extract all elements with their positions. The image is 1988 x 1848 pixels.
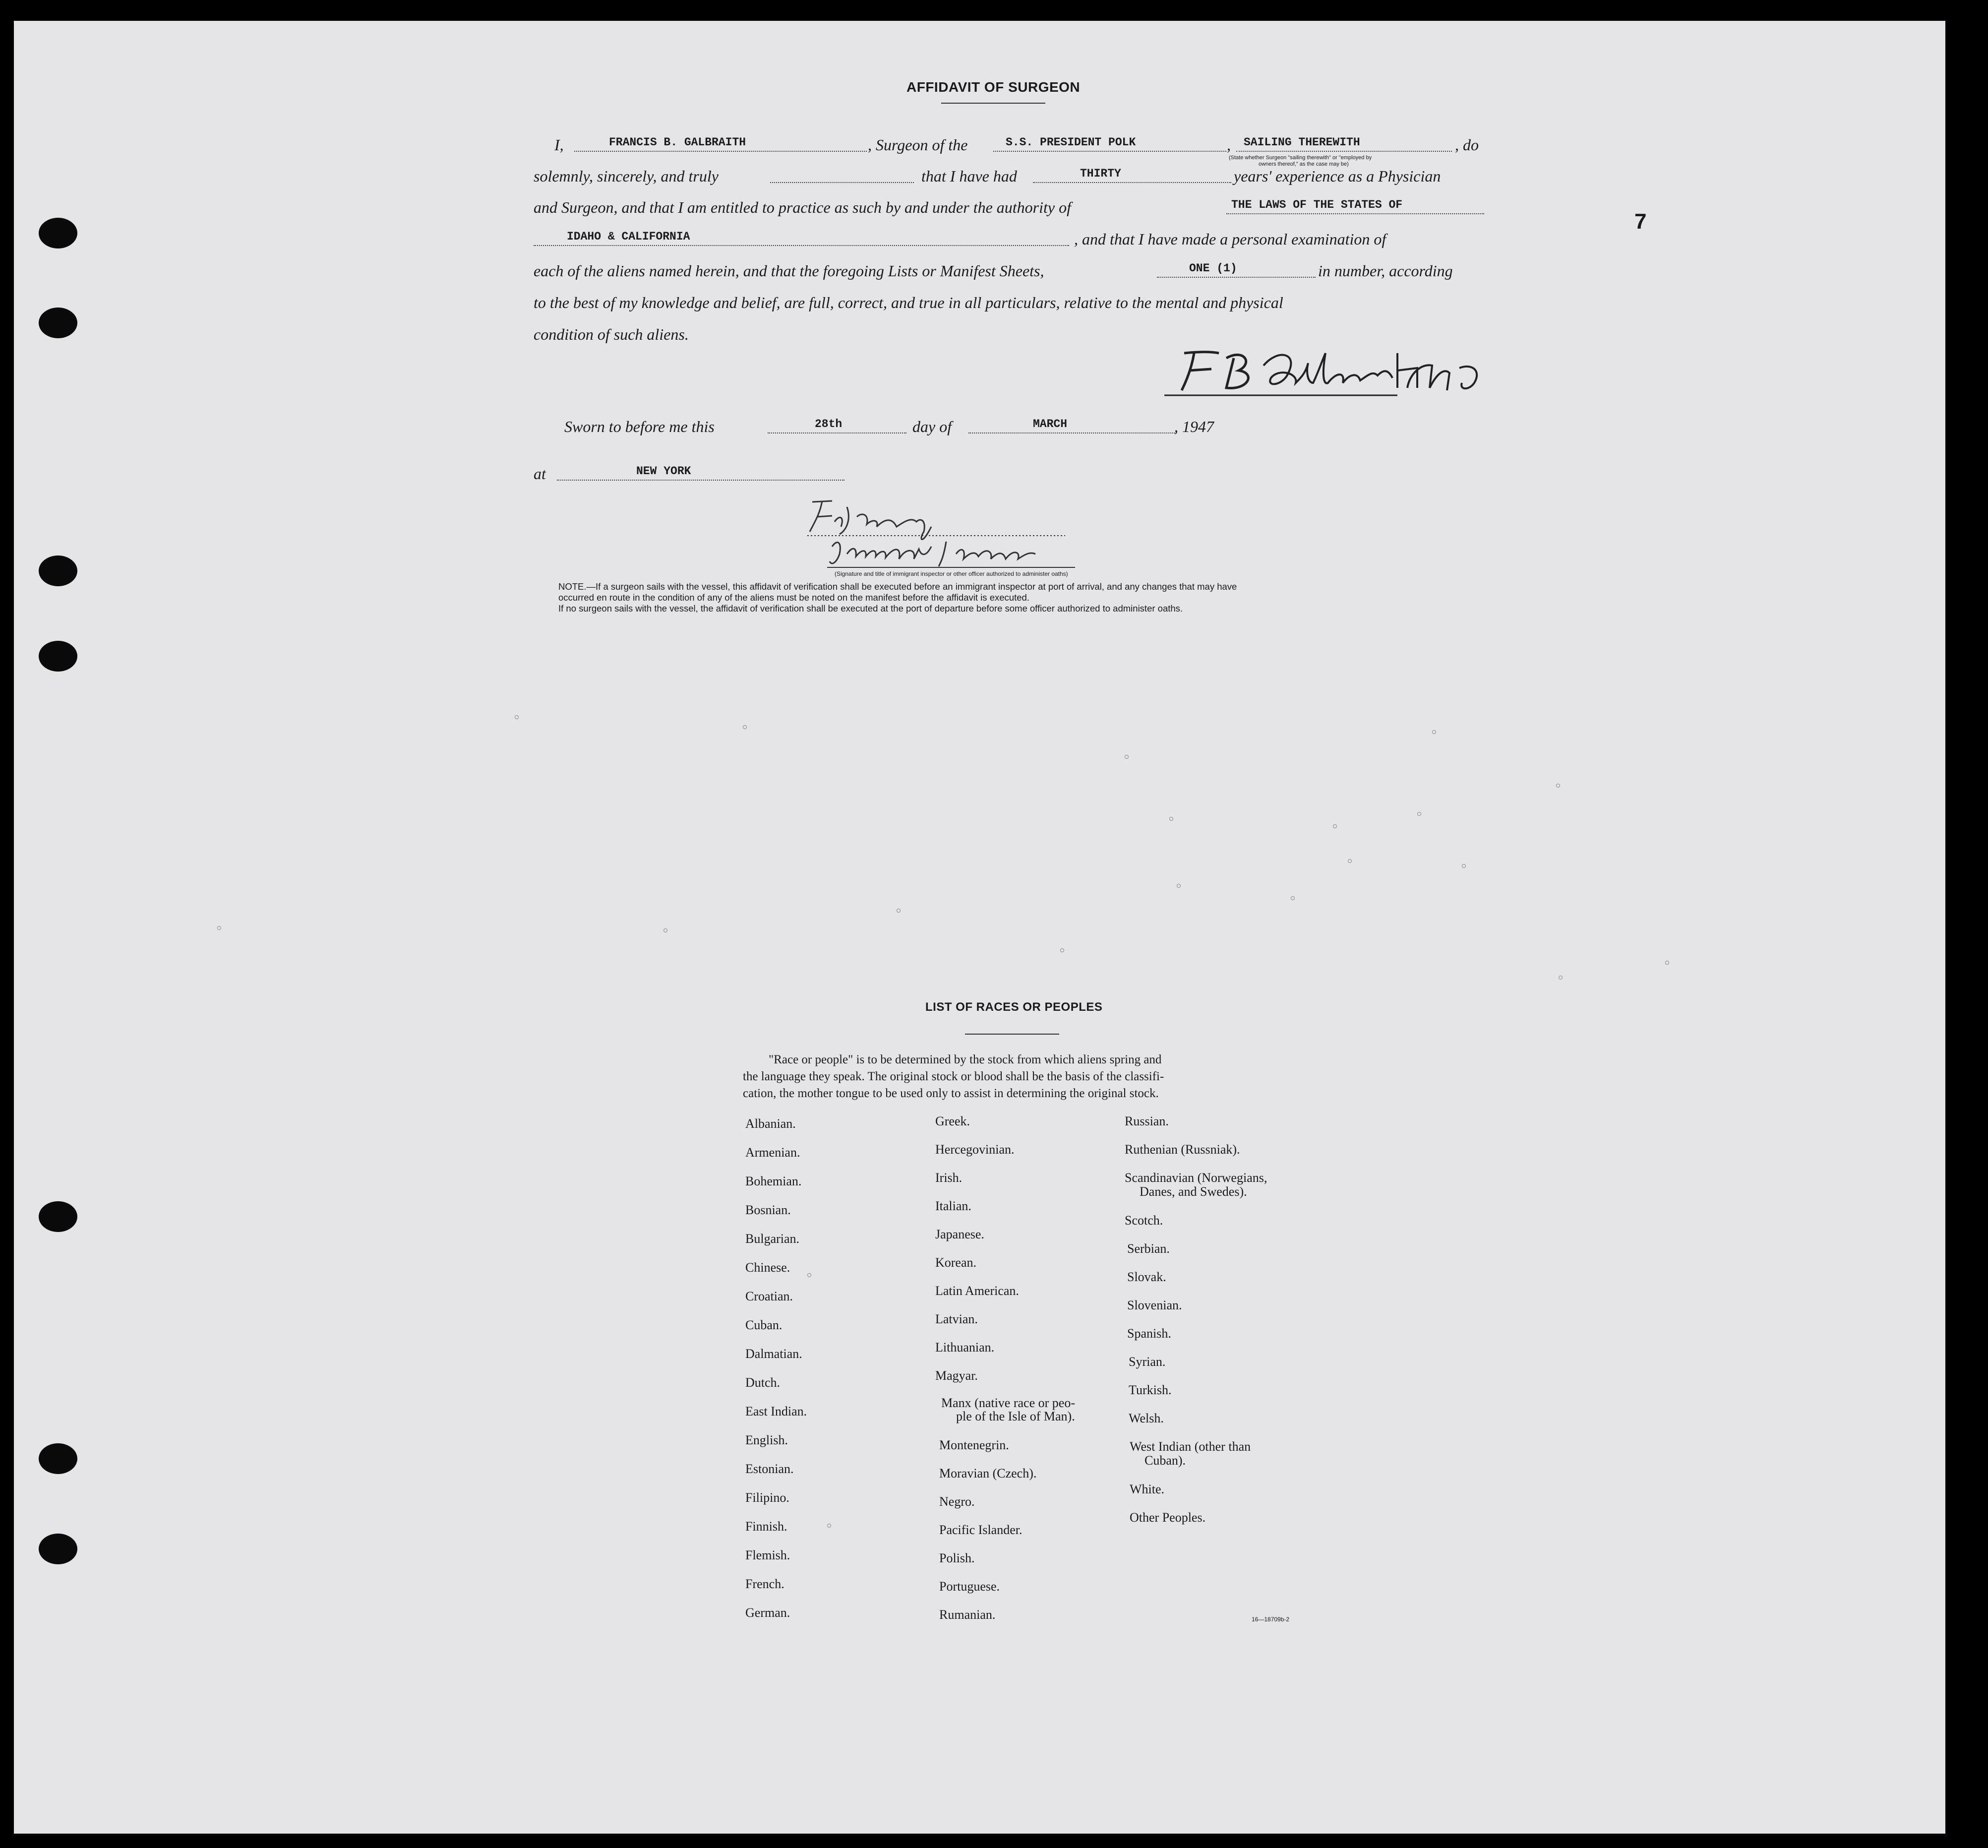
race-item: Dutch.	[745, 1375, 781, 1390]
text-at: at	[534, 465, 546, 483]
race-item: Serbian.	[1127, 1241, 1170, 1256]
race-item: Armenian.	[745, 1145, 800, 1160]
race-item: Croatian.	[745, 1289, 793, 1303]
vessel-name: S.S. PRESIDENT POLK	[1006, 136, 1136, 149]
race-item: Manx (native race or peo-	[941, 1396, 1075, 1410]
race-item: West Indian (other than	[1130, 1439, 1251, 1454]
race-item: Korean.	[935, 1255, 977, 1270]
race-item: Finnish.	[745, 1519, 787, 1534]
races-intro-line: cation, the mother tongue to be used only to assist in determining the original stock.	[743, 1087, 1159, 1100]
sailing-status: SAILING THEREWITH	[1244, 136, 1360, 149]
punch-hole	[39, 218, 77, 248]
status-instruction-2: owners thereof," as the case may be)	[1259, 161, 1349, 167]
text-and-surgeon: and Surgeon, and that I am entitled to practice as such by and under the authority of	[534, 198, 1071, 216]
race-item: Chinese.	[745, 1260, 790, 1275]
race-item: Pacific Islander.	[939, 1523, 1023, 1537]
race-item: Spanish.	[1127, 1326, 1171, 1341]
race-item: Irish.	[935, 1170, 963, 1185]
race-item: Latvian.	[935, 1312, 978, 1326]
punch-hole	[39, 1201, 77, 1232]
punch-hole	[39, 1443, 77, 1474]
race-item: Welsh.	[1129, 1411, 1164, 1425]
race-item: Bohemian.	[745, 1174, 802, 1188]
races-title: LIST OF RACES OR PEOPLES	[925, 1000, 1103, 1014]
text-in-number: in number, according	[1318, 262, 1453, 280]
note-line-1: NOTE.—If a surgeon sails with the vessel, this affidavit of verification shall be executed before an immigrant inspector at port of arrival, and any changes that may have	[558, 581, 1237, 592]
race-item: Slovenian.	[1127, 1298, 1182, 1312]
document-page: AFFIDAVIT OF SURGEON 7 I, FRANCIS B. GALBRAITH , Surgeon of the S.S. PRESIDENT POLK , SAILING THEREWITH , do (State whether Surgeon "sailing therewith" or "employed by owners thereof," as the case may be) solemnly, sincerely, and truly that I have had THIRTY years' experience as a Physician and Surgeon, and that I am entitled to practice as such by and under the authority of THE LAWS OF THE STATES OF IDAHO & CALIFORNIA , and that I have made a personal examination of each of the aliens named herein, and that the foregoing Lists or Manifest Sheets, ONE (1) in number, according to the best of my knowledge and belief, are full, correct, and true in all particulars, relative to the mental and physical condition of such aliens. Sworn to before me this 28th day of MARCH , 1947 at NEW YORK (Signature and title of immigrant inspector or other officer authorized to administer oaths) NOTE.—If a surgeon sails with the vessel, this affidavit of verification shall be executed before an immigrant inspector at port of arrival, and any changes that may have occurred en route in the condition of any of the aliens must be noted on the manifest before the affidavit is executed. If no surgeon sails with the vessel, the affidavit of verification shall be executed at the port of departure before some officer authorized to administer oaths. LIST OF RACES OR PEOPLES "Race or people" is to be determined by the stock from which aliens spring and the language they speak. The original stock or blood shall be the basis of the classifi- cation, the mother tongue to be used only to assist in determining the original stock. Albanian. Armenian. Bohemian. Bosnian. Bulgarian. Chinese. Croatian. Cuban. Dalmatian. Dutch. East Indian. English. Estonian. Filipino. Finnish. Flemish. French. German. Greek. Hercegovinian. Irish. Italian. Japanese. Korean. Latin American. Latvian. Lithuanian. Magyar. Manx (native race or peo- ple of the Isle of Man). Montenegrin. Moravian (Czech). Negro. Pacific Islander. Polish. Portuguese. Rumanian. Russian. Ruthenian (Russniak). Scandinavian (Norwegians, Danes, and Swedes). Scotch. Serbian. Slovak. Slovenian. Spanish. Syrian. Turkish. Welsh. West Indian (other than Cuban). White. Other Peoples. 16—18709b-2	[14, 21, 1945, 1834]
race-item-continued: Cuban).	[1145, 1453, 1186, 1468]
races-intro-line: "Race or people" is to be determined by the stock from which aliens spring and	[769, 1053, 1162, 1066]
status-instruction: (State whether Surgeon "sailing therewith" or "employed by	[1229, 155, 1372, 161]
races-title-rule	[965, 1034, 1059, 1035]
race-item: Greek.	[935, 1114, 970, 1128]
text-do: , do	[1455, 136, 1479, 154]
races-intro-line: the language they speak. The original stock or blood shall be the basis of the classifi-	[743, 1070, 1164, 1083]
race-item: East Indian.	[745, 1404, 807, 1418]
race-item: Scotch.	[1125, 1213, 1163, 1228]
title-rule	[941, 103, 1045, 104]
race-item: Polish.	[939, 1551, 975, 1565]
text-surgeon-of: , Surgeon of the	[868, 136, 968, 154]
page-number: 7	[1634, 209, 1647, 234]
text-knowledge: to the best of my knowledge and belief, are full, correct, and true in all particulars, relative to the mental and physical	[534, 294, 1283, 311]
surgeon-signature	[1164, 343, 1511, 403]
race-item: Filipino.	[745, 1490, 789, 1505]
race-item: Cuban.	[745, 1318, 783, 1332]
race-item: White.	[1130, 1482, 1165, 1496]
race-item-continued: ple of the Isle of Man).	[956, 1409, 1075, 1423]
text-condition: condition of such aliens.	[534, 325, 689, 343]
race-item: Russian.	[1125, 1114, 1169, 1128]
race-item: Syrian.	[1129, 1355, 1166, 1369]
race-item: Albanian.	[745, 1116, 796, 1131]
race-item: Portuguese.	[939, 1579, 1000, 1594]
race-item: Italian.	[935, 1199, 971, 1213]
authority-1: THE LAWS OF THE STATES OF	[1231, 198, 1403, 211]
text-each-of-aliens: each of the aliens named herein, and that the foregoing Lists or Manifest Sheets,	[534, 262, 1044, 280]
race-item: Bulgarian.	[745, 1232, 800, 1246]
sworn-year: , 1947	[1174, 418, 1214, 435]
race-item: Rumanian.	[939, 1607, 996, 1622]
text-sworn: Sworn to before me this	[564, 418, 715, 435]
signature-caption: (Signature and title of immigrant inspector or other officer authorized to administer oaths)	[835, 570, 1068, 577]
sworn-place: NEW YORK	[636, 465, 691, 478]
sworn-month: MARCH	[1033, 418, 1068, 431]
years-experience: THIRTY	[1080, 167, 1121, 180]
text-personal-examination: , and that I have made a personal examination of	[1074, 230, 1386, 248]
race-item: Estonian.	[745, 1462, 794, 1476]
race-item: Slovak.	[1127, 1270, 1166, 1284]
sheet-count: ONE (1)	[1189, 262, 1237, 275]
race-item: French.	[745, 1577, 784, 1591]
surgeon-name: FRANCIS B. GALBRAITH	[609, 136, 746, 149]
punch-hole	[39, 308, 77, 338]
authority-2: IDAHO & CALIFORNIA	[567, 230, 690, 243]
race-item: Ruthenian (Russniak).	[1125, 1142, 1240, 1157]
race-item: German.	[745, 1605, 790, 1620]
race-item: Lithuanian.	[935, 1340, 995, 1355]
text-i: I,	[554, 136, 564, 154]
text-day-of: day of	[912, 418, 952, 435]
affidavit-title: AFFIDAVIT OF SURGEON	[906, 79, 1081, 95]
race-item: Magyar.	[935, 1368, 978, 1383]
race-item: Other Peoples.	[1130, 1510, 1206, 1525]
race-item-continued: Danes, and Swedes).	[1140, 1184, 1247, 1199]
punch-hole	[39, 641, 77, 672]
race-item: Montenegrin.	[939, 1438, 1009, 1452]
race-item: English.	[745, 1433, 788, 1447]
note-line-3: If no surgeon sails with the vessel, the affidavit of verification shall be executed at the port of departure before some officer authorized to administer oaths.	[558, 603, 1183, 614]
punch-hole	[39, 555, 77, 586]
races-intro	[743, 1051, 1283, 1102]
race-item: Turkish.	[1129, 1383, 1172, 1397]
race-item: Hercegovinian.	[935, 1142, 1015, 1157]
race-item: Dalmatian.	[745, 1347, 802, 1361]
note-line-2: occurred en route in the condition of any of the aliens must be noted on the manifest before the affidavit is executed.	[558, 592, 1029, 603]
text-that-i-have-had: that I have had	[921, 167, 1017, 185]
race-item: Latin American.	[935, 1284, 1019, 1298]
race-item: Moravian (Czech).	[939, 1466, 1037, 1480]
text-solemnly: solemnly, sincerely, and truly	[534, 167, 719, 185]
race-item: Bosnian.	[745, 1203, 791, 1217]
punch-hole	[39, 1534, 77, 1564]
race-item: Negro.	[939, 1494, 975, 1509]
race-item: Flemish.	[745, 1548, 790, 1562]
race-item: Japanese.	[935, 1227, 984, 1241]
text-years-experience: years' experience as a Physician	[1234, 167, 1441, 185]
race-item: Scandinavian (Norwegians,	[1125, 1170, 1267, 1185]
sworn-day: 28th	[815, 418, 843, 431]
form-number: 16—18709b-2	[1252, 1616, 1290, 1623]
